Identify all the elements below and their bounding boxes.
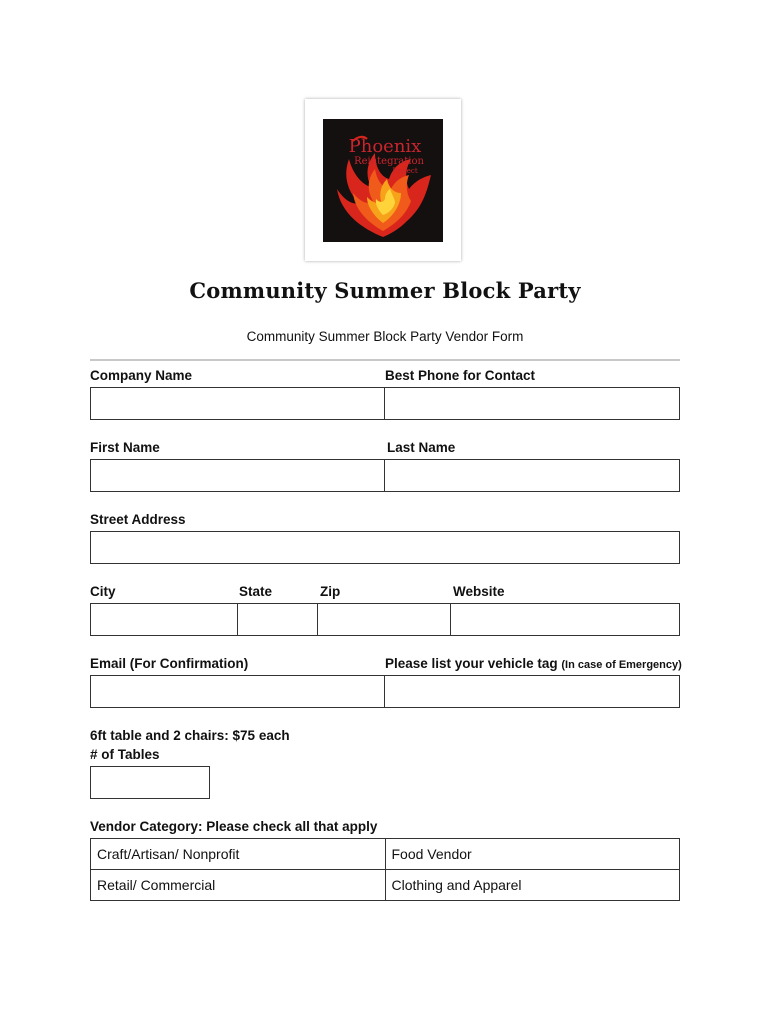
logo-frame: [305, 99, 461, 261]
last-name-label: Last Name: [387, 440, 456, 455]
street-address-label: Street Address: [90, 512, 186, 527]
company-name-input[interactable]: [90, 387, 386, 420]
logo-text-2: Reintegration: [354, 156, 424, 167]
category-option-retail[interactable]: Retail/ Commercial: [91, 870, 386, 901]
vendor-category-label: Vendor Category: Please check all that apply: [90, 819, 378, 834]
divider: [90, 359, 680, 361]
table-row: [91, 839, 680, 870]
website-input[interactable]: [450, 603, 680, 636]
logo-text-1: Phoenix: [348, 136, 422, 157]
best-phone-label: Best Phone for Contact: [385, 368, 536, 383]
phoenix-logo: [323, 119, 443, 242]
category-option-food[interactable]: Food Vendor: [385, 839, 680, 870]
state-input[interactable]: [237, 603, 319, 636]
page-title: Community Summer Block Party: [189, 278, 581, 303]
zip-label: Zip: [320, 584, 341, 599]
category-option-craft[interactable]: Craft/Artisan/ Nonprofit: [91, 839, 386, 870]
company-name-label: Company Name: [90, 368, 193, 383]
city-input[interactable]: [90, 603, 239, 636]
vehicle-tag-text: Please list your vehicle tag: [385, 656, 558, 671]
street-address-input[interactable]: [90, 531, 680, 564]
website-label: Website: [453, 584, 505, 599]
table-row: [91, 870, 680, 901]
category-option-clothing[interactable]: Clothing and Apparel: [385, 870, 680, 901]
zip-input[interactable]: [317, 603, 452, 636]
form-subtitle: Community Summer Block Party Vendor Form: [246, 329, 524, 344]
vehicle-tag-label: [385, 656, 682, 671]
vendor-category-table: [90, 838, 680, 901]
tables-count-input[interactable]: [90, 766, 210, 799]
vehicle-tag-input[interactable]: [384, 675, 680, 708]
vehicle-tag-note: (In case of Emergency): [561, 659, 682, 671]
first-name-input[interactable]: [90, 459, 386, 492]
first-name-label: First Name: [90, 440, 160, 455]
last-name-input[interactable]: [384, 459, 680, 492]
email-label: Email (For Confirmation): [90, 656, 249, 671]
tables-count-label: # of Tables: [90, 747, 160, 762]
table-price-text: 6ft table and 2 chairs: $75 each: [90, 728, 290, 743]
phoenix-flame-icon: [323, 119, 443, 242]
state-label: State: [239, 584, 273, 599]
logo-text-3: Project: [392, 167, 418, 175]
city-label: City: [90, 584, 116, 599]
best-phone-input[interactable]: [384, 387, 680, 420]
email-input[interactable]: [90, 675, 386, 708]
